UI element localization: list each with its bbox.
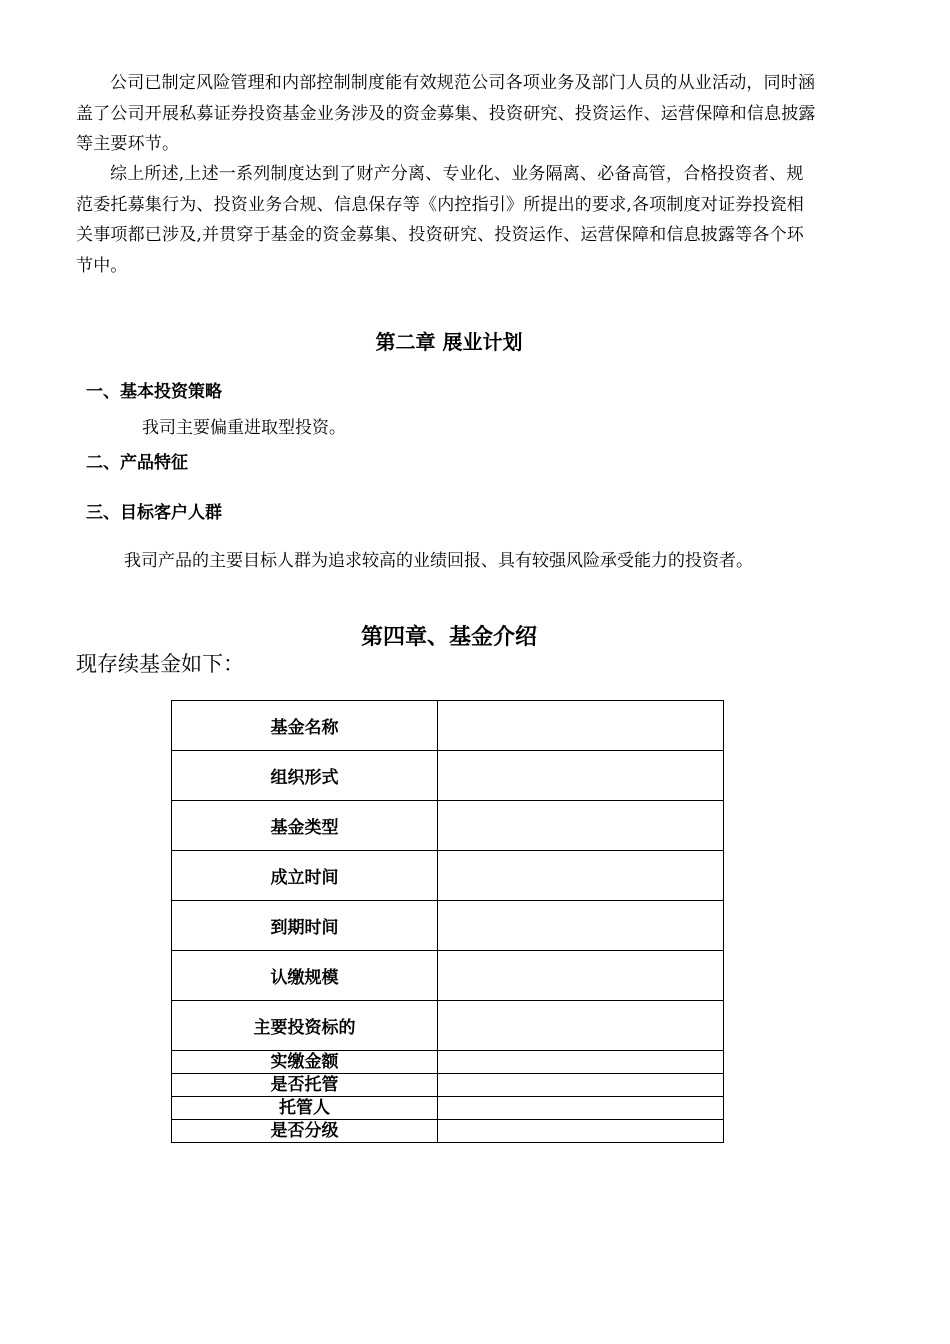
table-label-cell: 基金类型	[172, 801, 438, 851]
section-heading-target-clients: 三、目标客户人群	[86, 503, 222, 523]
fund-info-table	[171, 700, 724, 1143]
table-value-cell	[438, 801, 724, 851]
table-row	[172, 801, 724, 851]
table-value-cell	[438, 1097, 724, 1120]
section-text-target-clients: 我司产品的主要目标人群为追求较高的业绩回报、具有较强风险承受能力的投资者。	[124, 551, 753, 571]
table-label-cell: 是否分级	[172, 1120, 438, 1143]
table-label-cell: 成立时间	[172, 851, 438, 901]
table-row	[172, 1097, 724, 1120]
section-heading-product-features: 二、产品特征	[86, 453, 188, 473]
table-row	[172, 951, 724, 1001]
section-heading-investment-strategy: 一、基本投资策略	[86, 382, 222, 402]
table-label-cell: 托管人	[172, 1097, 438, 1120]
table-label-cell: 主要投资标的	[172, 1001, 438, 1051]
table-row	[172, 701, 724, 751]
table-label-cell: 是否托管	[172, 1074, 438, 1097]
paragraph-risk-control: 公司已制定风险管理和内部控制制度能有效规范公司各项业务及部门人员的从业活动，同时涵盖了公司开展私募证券投资基金业务涉及的资金募集、投资研究、投资运作、运营保障和信息披露等主要环节。	[76, 73, 816, 154]
table-label-cell: 认缴规模	[172, 951, 438, 1001]
table-label-cell: 到期时间	[172, 901, 438, 951]
table-row	[172, 751, 724, 801]
table-row	[172, 1051, 724, 1074]
table-value-cell	[438, 851, 724, 901]
table-label-cell: 基金名称	[172, 701, 438, 751]
table-label-cell: 组织形式	[172, 751, 438, 801]
fund-intro-text: 现存续基金如下：	[76, 652, 244, 676]
table-value-cell	[438, 951, 724, 1001]
table-value-cell	[438, 1001, 724, 1051]
table-row	[172, 901, 724, 951]
table-value-cell	[438, 1120, 724, 1143]
paragraph-summary: 综上所述,上述一系列制度达到了财产分离、专业化、业务隔离、必备高管，合格投资者、规范委托募集行为、投资业务合规、信息保存等《内控指引》所提出的要求,各项制度对证券投瓷相关事项都已涉及,并贯穿于基金的资金募集、投资研究、投资运作、运营保障和信息披露等各个环节中。	[76, 164, 805, 276]
table-label-cell: 实缴金额	[172, 1051, 438, 1074]
table-value-cell	[438, 1074, 724, 1097]
table-row	[172, 1074, 724, 1097]
table-row	[172, 1001, 724, 1051]
section-text-investment-strategy: 我司主要偏重进取型投资。	[142, 418, 346, 438]
table-value-cell	[438, 751, 724, 801]
table-row	[172, 851, 724, 901]
chapter-title-business-plan: 第二章 展业计划	[375, 330, 523, 354]
chapter-title-fund-introduction: 第四章、基金介绍	[360, 625, 537, 650]
table-row	[172, 1120, 724, 1143]
table-value-cell	[438, 701, 724, 751]
table-value-cell	[438, 901, 724, 951]
table-value-cell	[438, 1051, 724, 1074]
